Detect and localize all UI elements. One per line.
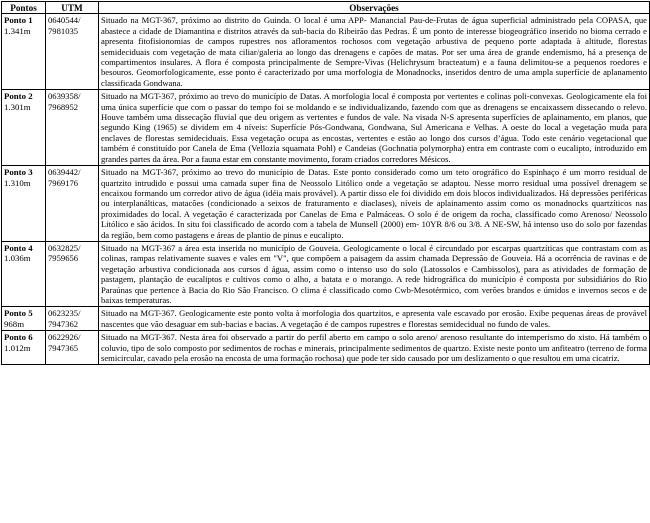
utm-cell: [46, 241, 99, 306]
altitude-value: 1.036m: [4, 253, 31, 264]
ponto-cell: [2, 241, 46, 306]
utm-northing: 7947365: [48, 342, 79, 353]
ponto-cell: [2, 331, 46, 365]
utm-cell: [46, 166, 99, 242]
utm-northing: 7947362: [48, 318, 79, 329]
altitude-value: 1.310m: [4, 177, 31, 188]
ponto-cell: [2, 307, 46, 331]
utm-northing: 7969176: [48, 177, 79, 188]
table-row: [2, 307, 650, 331]
table-row: [2, 331, 650, 365]
utm-northing: 7981035: [48, 25, 79, 36]
table-row: [2, 90, 650, 166]
altitude-value: 1.341m: [4, 25, 31, 36]
utm-cell: [46, 331, 99, 365]
ponto-cell: [2, 14, 46, 90]
ponto-label: Ponto 6: [4, 332, 33, 343]
utm-easting: 0639442/: [48, 167, 81, 178]
utm-northing: 7959656: [48, 253, 79, 264]
utm-easting: 0622926/: [48, 332, 81, 343]
table-row: [2, 241, 650, 306]
utm-easting: 0640544/: [48, 15, 81, 26]
ponto-cell: [2, 166, 46, 242]
observation-text: Situado na MGT-367, próximo ao distrito do Guinda. O local é uma APP- Manancial Pau-de-Frutas de água superficial administrado pela COPASA, que abastece a cidade de Diamantina e distritos através da sub-bacia do Ribeirão das Pedras. É um ponto de interesse biogeográfico inserido no bioma cerrado e apresenta fitofisionomias de campos rupestres nos afloramentos rochosos com vegetação arbustiva de pequeno porte adaptada à altitude, florestas semideciduais com vegetação de mata ciliar/galeria ao longo das drenagens e capões de matas. Por ser uma área de grande endemismo, há a presença de compartimentos insulares. A flora é composta principalmente de Sempre-Vivas (Helichrysum bracteatum) e a fauna delimitou-se a pequenos roedores e besouros. Geomorfologicamente, esse ponto é caracterizado por uma morfologia de Monadnocks, inseridos dentro de uma ampla superfície de aplanamento classificada Gondwana.: [99, 14, 650, 90]
ponto-label: Ponto 3: [4, 167, 33, 178]
table-row: [2, 14, 650, 90]
ponto-label: Ponto 2: [4, 91, 33, 102]
observation-text: Situado na MGT-367, próximo ao trevo do município de Datas. A morfologia local é composta por vertentes e colinas poli-convexas. Geologicamente ela foi uma única superfície que com o passar do tempo foi se moldando e se individualizando, fazendo com que as drenagens se encaixassem dissecando o relevo. Houve também uma dissecação fluvial que deu origem as vertentes e fundos de vale. Na visada N-S apresenta superfícies de aplainamento, em planos, que segundo King (1965) se dividem em 4 níveis: Superfície Pós-Gondwana, Gondwana, Sul Americana e Velhas. A oeste do local a vegetação muda para enclaves de florestas semideciduais. Essa vegetação ocupa as encostas, vertentes e estão ao longo dos cursos d’água. Todo este cenário vegetacional que também é constituído por Canela de Ema (Vellozia squamata Pohl) e Candeias (Gochnatia polymorpha) entra em contraste com o eucalipto, introduzido em grandes partes da área. Por a fauna estar em constante movimento, foram criados corredores Mésicos.: [99, 90, 650, 166]
utm-easting: 0623235/: [48, 308, 81, 319]
ponto-cell: [2, 90, 46, 166]
table-body: [2, 14, 650, 365]
header-utm: UTM: [46, 2, 99, 14]
utm-cell: [46, 90, 99, 166]
utm-cell: [46, 307, 99, 331]
observation-text: Situado na MGT-367, próximo ao trevo do município de Datas. Este ponto considerado como um teto orográfico do Espinhaço é um morro residual de quartzito intrudido e possui uma camada super fina de Neossolo Litólico onde a vegetação se adaptou. Nesse morro residual uma possível drenagem se encaixou formando um corredor ativo de água (idéia mais provável). A partir disso ele foi dividido em dois blocos individualizados. Há depressões periféricas ou interplanálticas, matacões (condicionado a seixos de fraturamento e diaclases), níveis de aplainamento assim como os monadnocks quartzíticos nas proximidades do local. A vegetação é caracterizada por Canelas de Ema e Palmáceas. O solo é de origem da rocha, classificado como Arenoso/ Neossolo Litólico e são ácidos. In situ foi classificado de acordo com a tabela de Munsell (2000) em- 10YR 8/6 ou 3/8. A NE-SW, há intenso uso do solo por fazendas da região, bem como pastagens e áreas de plantio de pinus e eucalipto.: [99, 166, 650, 242]
observation-text: Situado na MGT-367. Geologicamente este ponto volta à morfologia dos quartzitos, e apresenta vale escavado por erosão. Exibe pequenas áreas de provável nascentes que vão desaguar em sub-bacias e bacias. A vegetação é de campos rupestres e florestas semidecidual no fundo de vales.: [99, 307, 650, 331]
table-header-row: [2, 2, 650, 14]
altitude-value: 1.301m: [4, 101, 31, 112]
utm-northing: 7968952: [48, 101, 79, 112]
ponto-label: Ponto 5: [4, 308, 33, 319]
header-pontos: Pontos: [2, 2, 46, 14]
observation-text: Situado na MGT-367 a área esta inserida no município de Gouveia. Geologicamente o local é circundado por escarpas quartzíticas que contrastam com as colinas, rampas relativamente suaves e vales em "V", que compõem a paisagem da assim chamada Depressão de Gouveia. Há a ocorrência de ravinas e de vegetação arbustiva condicionada aos cursos d água, assim como o intenso uso do solo (Latossolos e Cambissolos), para as atividades de formação de pastagem, plantação de eucaliptos e cultivos como o alho, a batata e o morango. A rede hidrográfica do município é composta por subsidiários do Rio Paraúnas que pertence à Bacia do Rio São Francisco. O clima é classificado como Cwb-Mesotérmico, com verões brandos e úmidos e invernos secos e de baixas temperaturas.: [99, 241, 650, 306]
observation-text: Situado na MGT-367. Nesta área foi observado a partir do perfil aberto em campo o solo areno/ arenoso resultante do intemperismo do xisto. Há também o coluvio, tipo de solo composto por sedimentos de rochas e minerais, principalmente sedimentos de quartzo. Existe neste ponto um anfiteatro (terreno de forma semicircular, cavado pela erosão na encosta de uma formação rochosa) que pode ter sido causado por um deslizamento o que resultou em uma cicatriz.: [99, 331, 650, 365]
observation-table: [1, 1, 650, 365]
table-row: [2, 166, 650, 242]
utm-easting: 0632825/: [48, 242, 81, 253]
utm-cell: [46, 14, 99, 90]
altitude-value: 968m: [4, 318, 25, 329]
header-observacoes: Observações: [99, 2, 650, 14]
altitude-value: 1.012m: [4, 342, 31, 353]
ponto-label: Ponto 4: [4, 242, 33, 253]
ponto-label: Ponto 1: [4, 15, 33, 26]
utm-easting: 0639358/: [48, 91, 81, 102]
